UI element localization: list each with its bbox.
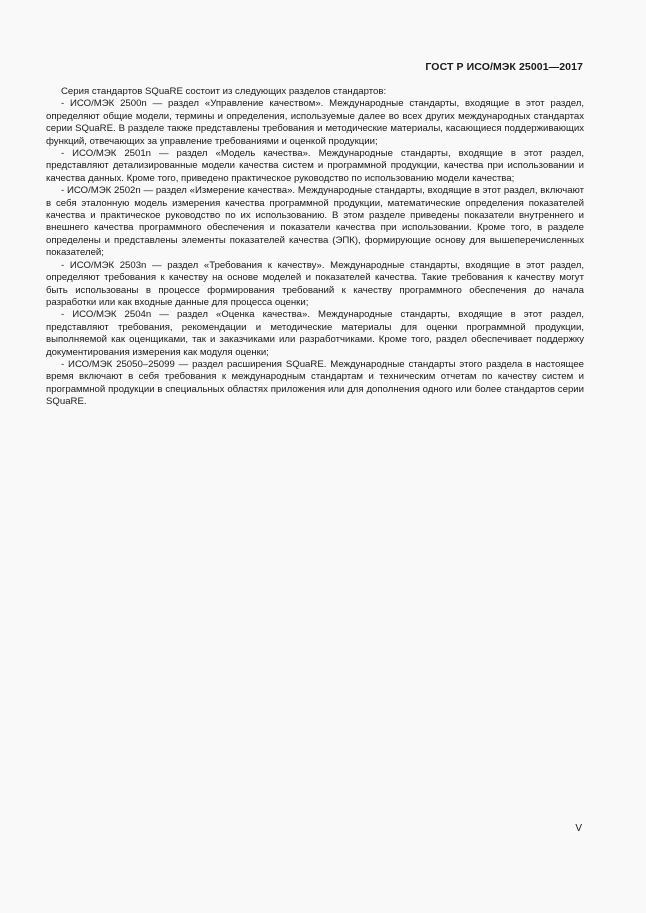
intro-paragraph: Серия стандартов SQuaRE состоит из следующих разделов стандартов:: [61, 86, 387, 97]
section-paragraph-25050-25099: - ИСО/МЭК 25050–25099 — раздел расширения SQuaRE. Международные стандарты этого раздела в настоящее время включают в себя требования к международным стандартам и техническим отчетам по качеству систем и программной продукции в специальных областях приложения или для дополнения одного или более стандартов серии SQuaRE.: [46, 358, 584, 408]
page-number: V: [575, 823, 582, 834]
section-paragraph-2504n: - ИСО/МЭК 2504n — раздел «Оценка качества». Международные стандарты, входящие в этот раздел, представляют требования, рекомендации и методические материалы для оценки программной продукции, выполняемой как оценщиками, так и заказчиками или разработчиками. Кроме того, раздел обеспечивает поддержку документирования измерения как модуля оценки;: [46, 309, 584, 358]
document-body: [46, 86, 584, 409]
section-paragraph-2500n: - ИСО/МЭК 2500n — раздел «Управление качеством». Международные стандарты, входящие в этот раздел, определяют общие модели, термины и определения, используемые далее во всех других международных стандартах серии SQuaRE. В разделе также представлены требования и методические материалы, касающиеся поддерживающих функций, отвечающих за управление требованиями и оценкой продукции;: [46, 98, 584, 147]
section-paragraph-2503n: - ИСО/МЭК 2503n — раздел «Требования к качеству». Международные стандарты, входящие в этот раздел, определяют требования к качеству на основе моделей и показателей качества. Такие требования к качеству могут быть использованы в процессе формирования требований к качеству программного обеспечения до начала разработки или как входные данные для процесса оценки;: [46, 259, 584, 308]
section-paragraph-2501n: - ИСО/МЭК 2501n — раздел «Модель качества». Международные стандарты, входящие в этот раздел, представляют детализированные модели качества систем и программной продукции, качества при использовании и качества данных. Кроме того, приведено практическое руководство по использованию модели качества;: [46, 148, 584, 184]
section-paragraph-2502n: - ИСО/МЭК 2502n — раздел «Измерение качества». Международные стандарты, входящие в этот раздел, включают в себя эталонную модель измерения качества программной продукции, математические определения показателей качества и практическое руководство по их использованию. В этом разделе приведены показатели внутреннего и внешнего качества программного обеспечения и показатели качества при использовании. Кроме того, в разделе определены и представлены элементы показателей качества (ЭПК), формирующие основу для вышеперечисленных показателей;: [46, 185, 584, 259]
document-header-title: ГОСТ Р ИСО/МЭК 25001—2017: [425, 61, 583, 73]
